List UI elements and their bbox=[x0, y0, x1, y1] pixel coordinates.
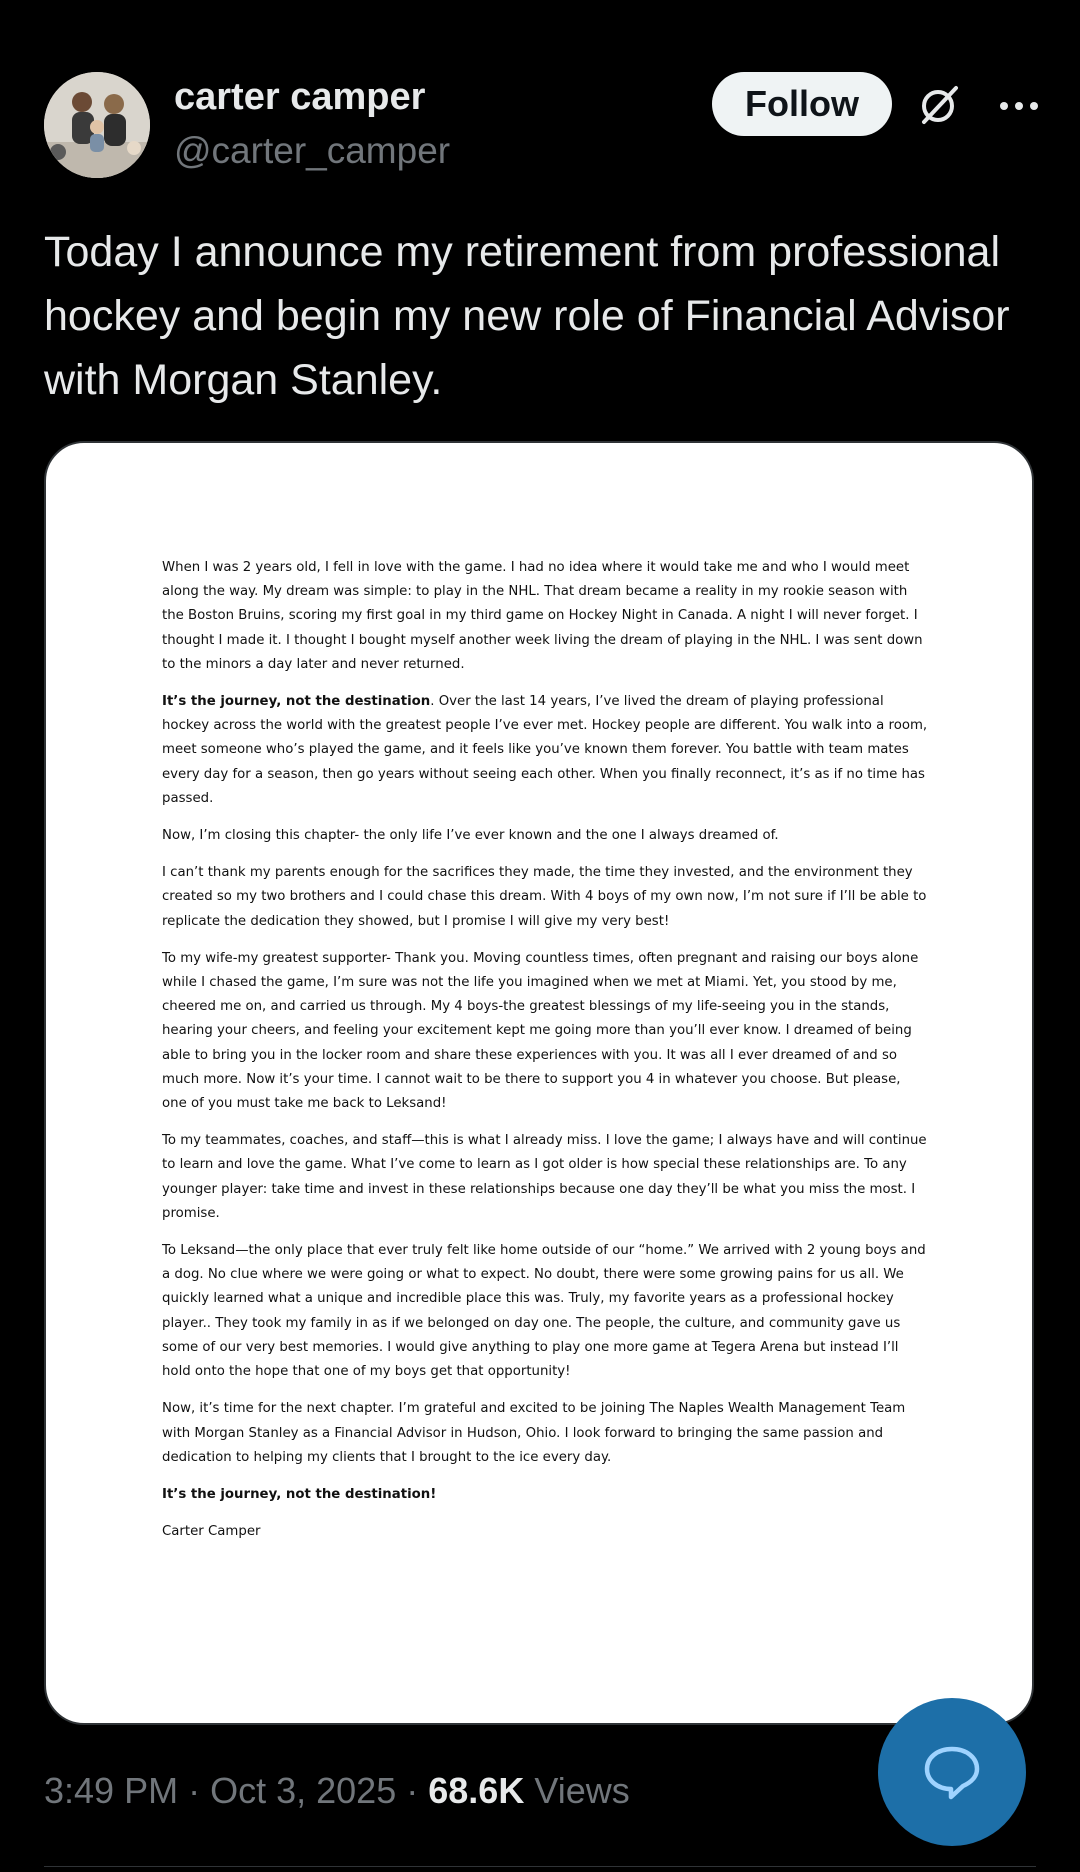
views-label: Views bbox=[534, 1770, 630, 1811]
letter-paragraph bbox=[162, 1483, 928, 1507]
letter-bold-phrase: It’s the journey, not the destination bbox=[162, 694, 431, 710]
post-image[interactable] bbox=[44, 441, 1034, 1725]
divider bbox=[44, 1866, 1036, 1867]
letter-paragraph: When I was 2 years old, I fell in love with the game. I had no idea where it would take me and who I would meet along the way. My dream was simple: to play in the NHL. That dream became a reality in my rookie season with the Boston Bruins, scoring my first goal in my third game on Hockey Night in Canada. A night I will never forget. I thought I made it. I thought I bought myself another week living the dream of playing in the NHL. I was sent down to the minors a day later and never returned. bbox=[162, 560, 923, 672]
letter-closing-bold: It’s the journey, not the destination! bbox=[162, 1486, 437, 1502]
letter-paragraph: To Leksand—the only place that ever truly felt like home outside of our “home.” We arrived with 2 young boys and a dog. No clue where we were going or what to expect. No doubt, there were some growing pains for us all. We quickly learned what a unique and incredible place this was. Truly, my favorite years as a professional hockey player.. They took my family in as if we belonged on day one. The people, the culture, and community gave us some of our very best memories. I would give anything to play one more game at Tegera Arena but instead I’ll hold onto the hope that one of my boys get that opportunity! bbox=[162, 1243, 926, 1380]
letter-paragraph: To my wife-my greatest supporter- Thank you. Moving countless times, often pregnant and raising our boys alone while I chased the game, I’m sure was not the life you imagined when we met at Miami. Yet, you stood by me, cheered me on, and carried us through. My 4 boys-the greatest blessings of my life-seeing you in the stands, hearing your cheers, and feeling your excitement kept me going more than you’ll ever know. I dreamed of being able to bring you in the locker room and share these experiences with you. It was all I ever dreamed of and so much more. Now it’s your time. I cannot wait to be there to support you 4 in whatever you choose. But please, one of you must take me back to Leksand! bbox=[162, 950, 919, 1112]
post-meta bbox=[44, 1770, 630, 1812]
letter-paragraph bbox=[162, 690, 928, 811]
follow-button[interactable]: Follow bbox=[712, 72, 892, 136]
views-count: 68.6K bbox=[428, 1770, 525, 1811]
letter-paragraph: Now, it’s time for the next chapter. I’m grateful and excited to be joining The Naples Wealth Management Team with Morgan Stanley as a Financial Advisor in Hudson, Ohio. I look forward to bringing the same passion and dedication to helping my clients that I brought to the ice every day. bbox=[162, 1401, 906, 1465]
more-icon[interactable] bbox=[994, 86, 1044, 126]
letter-paragraph: To my teammates, coaches, and staff—this is what I already miss. I love the game; I always have and will continue to learn and love the game. What I’ve come to learn as I got older is how special these relationships are. To any younger player: take time and invest in these relationships because one day they’ll be what you miss the most. I promise. bbox=[162, 1133, 927, 1221]
post-date[interactable]: Oct 3, 2025 bbox=[210, 1770, 397, 1811]
post-text: Today I announce my retirement from professional hockey and begin my new role of Financial Advisor with Morgan Stanley. bbox=[44, 228, 1010, 404]
user-handle[interactable]: @carter_camper bbox=[174, 130, 451, 171]
grok-icon[interactable] bbox=[914, 80, 964, 130]
letter-paragraph: Now, I’m closing this chapter- the only life I’ve ever known and the one I always dreamed of. bbox=[162, 828, 779, 844]
avatar[interactable] bbox=[44, 72, 150, 178]
meta-separator: · bbox=[406, 1770, 419, 1811]
post-time[interactable]: 3:49 PM bbox=[44, 1770, 179, 1811]
post-header bbox=[44, 72, 1044, 182]
reply-button[interactable] bbox=[878, 1698, 1026, 1846]
letter-text: . Over the last 14 years, I’ve lived the dream of playing professional hockey across the world with the greatest people I’ve ever met. Hockey people are different. You walk into a room, meet someone who’s played the game, and it feels like you’ve known them forever. You battle with team mates every day for a season, then go years without seeing each other. When you finally reconnect, it’s as if no time has passed. bbox=[162, 694, 928, 806]
letter-paragraph: I can’t thank my parents enough for the sacrifices they made, the time they invested, and the environment they created so my two brothers and I could chase this dream. With 4 boys of my own now, I’m not sure if I’ll be able to replicate the dedication they showed, but I promise I will give my very best! bbox=[162, 865, 927, 929]
retirement-letter bbox=[162, 556, 928, 1557]
letter-signature: Carter Camper bbox=[162, 1524, 261, 1540]
meta-separator: · bbox=[188, 1770, 201, 1811]
display-name[interactable]: carter camper bbox=[174, 76, 426, 118]
reply-icon bbox=[921, 1741, 983, 1803]
